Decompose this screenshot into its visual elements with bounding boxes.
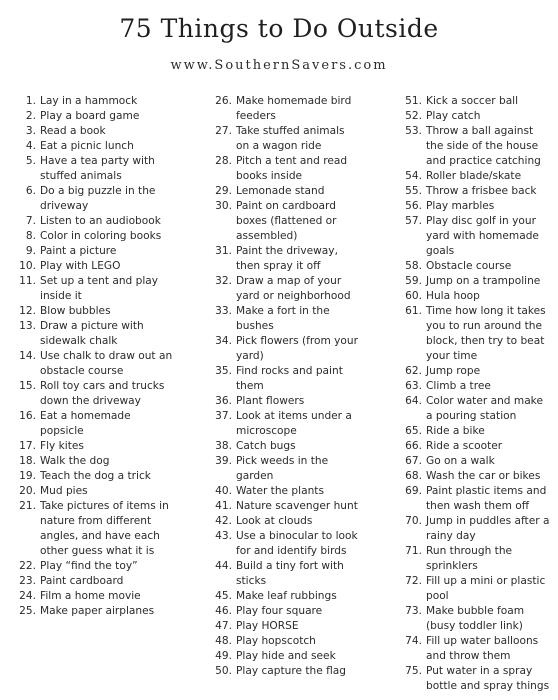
item-number: 12. — [19, 305, 36, 317]
item-text: Ride a scooter — [426, 440, 503, 452]
item-text: Lay in a hammock — [40, 95, 138, 107]
item-text: Draw a map of your yard or neighborhood — [236, 275, 351, 302]
item-number: 16. — [19, 410, 36, 422]
list-item — [210, 409, 360, 439]
list-item — [400, 109, 550, 124]
item-text: Paint cardboard — [40, 575, 124, 587]
list-item — [210, 484, 360, 499]
list-item — [210, 244, 360, 274]
item-text: Film a home movie — [40, 590, 141, 602]
list-item — [14, 484, 174, 499]
item-text: Make leaf rubbings — [236, 590, 337, 602]
item-number: 10. — [19, 260, 36, 272]
item-number: 28. — [215, 155, 232, 167]
list-item — [400, 454, 550, 469]
item-number: 15. — [19, 380, 36, 392]
item-text: Build a tiny fort with sticks — [236, 560, 344, 587]
list-item — [210, 634, 360, 649]
item-text: Kick a soccer ball — [426, 95, 519, 107]
list-item — [210, 664, 360, 679]
list-item — [210, 184, 360, 199]
list-item — [400, 664, 550, 694]
item-text: Nature scavenger hunt — [236, 500, 358, 512]
item-text: Wash the car or bikes — [426, 470, 541, 482]
item-text: Eat a homemade popsicle — [40, 410, 131, 437]
list-item — [14, 214, 174, 229]
item-text: Throw a ball against the side of the house and practice catching — [426, 125, 541, 167]
item-text: Jump on a trampoline — [426, 275, 541, 287]
list-item — [210, 274, 360, 304]
list-item — [14, 604, 174, 619]
item-text: Hula hoop — [426, 290, 480, 302]
item-text: Throw a frisbee back — [426, 185, 537, 197]
item-text: Read a book — [40, 125, 106, 137]
list-item — [210, 649, 360, 664]
item-text: Eat a picnic lunch — [40, 140, 134, 152]
item-text: Play hide and seek — [236, 650, 336, 662]
item-number: 4. — [25, 140, 36, 152]
list-item — [400, 304, 550, 364]
list-item — [210, 514, 360, 529]
item-text: Play four square — [236, 605, 323, 617]
item-number: 48. — [215, 635, 232, 647]
item-text: Lemonade stand — [236, 185, 325, 197]
list-item — [210, 394, 360, 409]
item-number: 22. — [19, 560, 36, 572]
list-item — [14, 274, 174, 304]
item-text: Make a fort in the bushes — [236, 305, 330, 332]
item-text: Paint plastic items and then wash them off — [426, 485, 547, 512]
item-number: 68. — [405, 470, 422, 482]
list-item — [400, 94, 550, 109]
item-number: 8. — [25, 230, 36, 242]
item-text: Look at clouds — [236, 515, 313, 527]
item-number: 69. — [405, 485, 422, 497]
list-item — [400, 394, 550, 424]
item-number: 47. — [215, 620, 232, 632]
item-number: 54. — [405, 170, 422, 182]
list-item — [14, 304, 174, 319]
item-text: Listen to an audiobook — [40, 215, 161, 227]
item-text: Paint a picture — [40, 245, 117, 257]
list-item — [400, 289, 550, 304]
list-item — [400, 424, 550, 439]
item-text: Water the plants — [236, 485, 324, 497]
item-number: 50. — [215, 665, 232, 677]
list-item — [210, 154, 360, 184]
item-number: 66. — [405, 440, 422, 452]
list-item — [400, 364, 550, 379]
item-text: Take pictures of items in nature from different angles, and have each other guess what it is — [40, 500, 169, 557]
item-number: 49. — [215, 650, 232, 662]
item-text: Do a big puzzle in the driveway — [40, 185, 156, 212]
list-item — [14, 229, 174, 244]
list-item — [400, 604, 550, 634]
list-item — [210, 619, 360, 634]
item-number: 18. — [19, 455, 36, 467]
item-text: Roller blade/skate — [426, 170, 522, 182]
list-item — [14, 574, 174, 589]
item-text: Set up a tent and play inside it — [40, 275, 159, 302]
item-text: Put water in a spray bottle and spray things — [426, 665, 550, 692]
item-number: 72. — [405, 575, 422, 587]
list-item — [14, 259, 174, 274]
item-text: Mud pies — [40, 485, 88, 497]
item-number: 43. — [215, 530, 232, 542]
item-text: Use chalk to draw out an obstacle course — [40, 350, 173, 377]
item-text: Pick flowers (from your yard) — [236, 335, 358, 362]
item-number: 52. — [405, 110, 422, 122]
list-item — [14, 469, 174, 484]
list-item — [210, 604, 360, 619]
item-number: 5. — [25, 155, 36, 167]
item-number: 38. — [215, 440, 232, 452]
list-item — [210, 529, 360, 559]
item-text: Pick weeds in the garden — [236, 455, 329, 482]
item-text: Take stuffed animals on a wagon ride — [236, 125, 345, 152]
item-text: Climb a tree — [426, 380, 491, 392]
item-text: Play hopscotch — [236, 635, 316, 647]
item-number: 2. — [25, 110, 36, 122]
list-item — [14, 409, 174, 439]
item-text: Jump in puddles after a rainy day — [426, 515, 550, 542]
item-text: Blow bubbles — [40, 305, 111, 317]
item-text: Plant flowers — [236, 395, 305, 407]
list-item — [14, 94, 174, 109]
list-item — [210, 124, 360, 154]
list-item — [400, 634, 550, 664]
item-text: Jump rope — [426, 365, 481, 377]
list-item — [14, 109, 174, 124]
item-number: 27. — [215, 125, 232, 137]
list-item — [14, 244, 174, 259]
item-number: 59. — [405, 275, 422, 287]
item-text: Play “find the toy” — [40, 560, 138, 572]
list-item — [14, 439, 174, 454]
item-number: 33. — [215, 305, 232, 317]
item-number: 9. — [25, 245, 36, 257]
item-text: Play HORSE — [236, 620, 299, 632]
list-item — [14, 379, 174, 409]
list-item — [14, 139, 174, 154]
item-number: 24. — [19, 590, 36, 602]
item-number: 37. — [215, 410, 232, 422]
list-item — [14, 454, 174, 469]
list-item — [400, 259, 550, 274]
list-column-2 — [210, 94, 360, 679]
list-item — [14, 319, 174, 349]
item-number: 26. — [215, 95, 232, 107]
list-item — [400, 379, 550, 394]
item-number: 35. — [215, 365, 232, 377]
item-text: Play marbles — [426, 200, 495, 212]
list-item — [14, 559, 174, 574]
list-item — [210, 94, 360, 124]
list-item — [14, 184, 174, 214]
item-number: 73. — [405, 605, 422, 617]
item-number: 40. — [215, 485, 232, 497]
item-text: Use a binocular to look for and identify birds — [236, 530, 358, 557]
item-number: 45. — [215, 590, 232, 602]
item-text: Roll toy cars and trucks down the driveway — [40, 380, 165, 407]
list-item — [210, 364, 360, 394]
item-number: 60. — [405, 290, 422, 302]
item-text: Play catch — [426, 110, 481, 122]
item-text: Teach the dog a trick — [40, 470, 151, 482]
item-number: 56. — [405, 200, 422, 212]
list-item — [400, 124, 550, 169]
item-number: 21. — [19, 500, 36, 512]
item-number: 58. — [405, 260, 422, 272]
item-number: 32. — [215, 275, 232, 287]
list-item — [400, 214, 550, 259]
item-text: Catch bugs — [236, 440, 296, 452]
item-text: Fill up water balloons and throw them — [426, 635, 539, 662]
item-text: Pitch a tent and read books inside — [236, 155, 348, 182]
item-text: Play with LEGO — [40, 260, 121, 272]
list-item — [400, 514, 550, 544]
item-number: 57. — [405, 215, 422, 227]
list-item — [210, 439, 360, 454]
item-text: Play disc golf in your yard with homemade goals — [426, 215, 539, 257]
list-item — [210, 499, 360, 514]
item-text: Obstacle course — [426, 260, 512, 272]
list-item — [14, 499, 174, 559]
item-number: 7. — [25, 215, 36, 227]
item-number: 70. — [405, 515, 422, 527]
item-number: 75. — [405, 665, 422, 677]
item-number: 61. — [405, 305, 422, 317]
item-text: Play a board game — [40, 110, 140, 122]
item-number: 39. — [215, 455, 232, 467]
list-item — [400, 439, 550, 454]
item-number: 74. — [405, 635, 422, 647]
item-text: Go on a walk — [426, 455, 495, 467]
item-number: 41. — [215, 500, 232, 512]
item-number: 71. — [405, 545, 422, 557]
list-item — [400, 544, 550, 574]
list-item — [210, 454, 360, 484]
list-item — [210, 559, 360, 589]
item-text: Walk the dog — [40, 455, 110, 467]
item-number: 29. — [215, 185, 232, 197]
item-number: 23. — [19, 575, 36, 587]
item-number: 64. — [405, 395, 422, 407]
list-item — [400, 574, 550, 604]
list-item — [400, 169, 550, 184]
item-text: Play capture the flag — [236, 665, 347, 677]
item-number: 3. — [25, 125, 36, 137]
item-text: Ride a bike — [426, 425, 485, 437]
list-column-1 — [14, 94, 174, 619]
item-number: 34. — [215, 335, 232, 347]
item-number: 36. — [215, 395, 232, 407]
item-number: 19. — [19, 470, 36, 482]
list-item — [400, 184, 550, 199]
item-number: 67. — [405, 455, 422, 467]
item-number: 31. — [215, 245, 232, 257]
item-text: Paint on cardboard boxes (flattened or assembled) — [236, 200, 337, 242]
item-text: Have a tea party with stuffed animals — [40, 155, 155, 182]
item-number: 13. — [19, 320, 36, 332]
item-number: 63. — [405, 380, 422, 392]
list-item — [400, 484, 550, 514]
item-text: Find rocks and paint them — [236, 365, 343, 392]
list-item — [210, 334, 360, 364]
item-text: Run through the sprinklers — [426, 545, 513, 572]
item-text: Make bubble foam (busy toddler link) — [426, 605, 525, 632]
list-item — [210, 304, 360, 334]
item-number: 51. — [405, 95, 422, 107]
item-text: Draw a picture with sidewalk chalk — [40, 320, 144, 347]
item-number: 46. — [215, 605, 232, 617]
item-text: Time how long it takes you to run around the block, then try to beat your time — [426, 305, 546, 362]
item-number: 11. — [19, 275, 36, 287]
list-item — [14, 124, 174, 139]
item-text: Color in coloring books — [40, 230, 162, 242]
list-item — [400, 274, 550, 289]
item-text: Color water and make a pouring station — [426, 395, 543, 422]
item-text: Make homemade bird feeders — [236, 95, 352, 122]
item-text: Paint the driveway, then spray it off — [236, 245, 338, 272]
list-item — [400, 469, 550, 484]
list-item — [14, 589, 174, 604]
item-number: 62. — [405, 365, 422, 377]
item-number: 65. — [405, 425, 422, 437]
item-number: 55. — [405, 185, 422, 197]
item-number: 17. — [19, 440, 36, 452]
item-number: 1. — [25, 95, 36, 107]
list-item — [210, 199, 360, 244]
item-number: 30. — [215, 200, 232, 212]
list-item — [400, 199, 550, 214]
item-number: 44. — [215, 560, 232, 572]
list-item — [210, 589, 360, 604]
item-number: 42. — [215, 515, 232, 527]
list-item — [14, 349, 174, 379]
website-subtitle: www.SouthernSavers.com — [170, 58, 388, 73]
page-title: 75 Things to Do Outside — [119, 14, 439, 43]
list-item — [14, 154, 174, 184]
item-text: Fill up a mini or plastic pool — [426, 575, 546, 602]
item-number: 53. — [405, 125, 422, 137]
item-text: Fly kites — [40, 440, 84, 452]
item-number: 14. — [19, 350, 36, 362]
item-number: 6. — [25, 185, 36, 197]
item-text: Look at items under a microscope — [236, 410, 352, 437]
item-text: Make paper airplanes — [40, 605, 155, 617]
list-column-3 — [400, 94, 550, 694]
item-number: 25. — [19, 605, 36, 617]
item-number: 20. — [19, 485, 36, 497]
